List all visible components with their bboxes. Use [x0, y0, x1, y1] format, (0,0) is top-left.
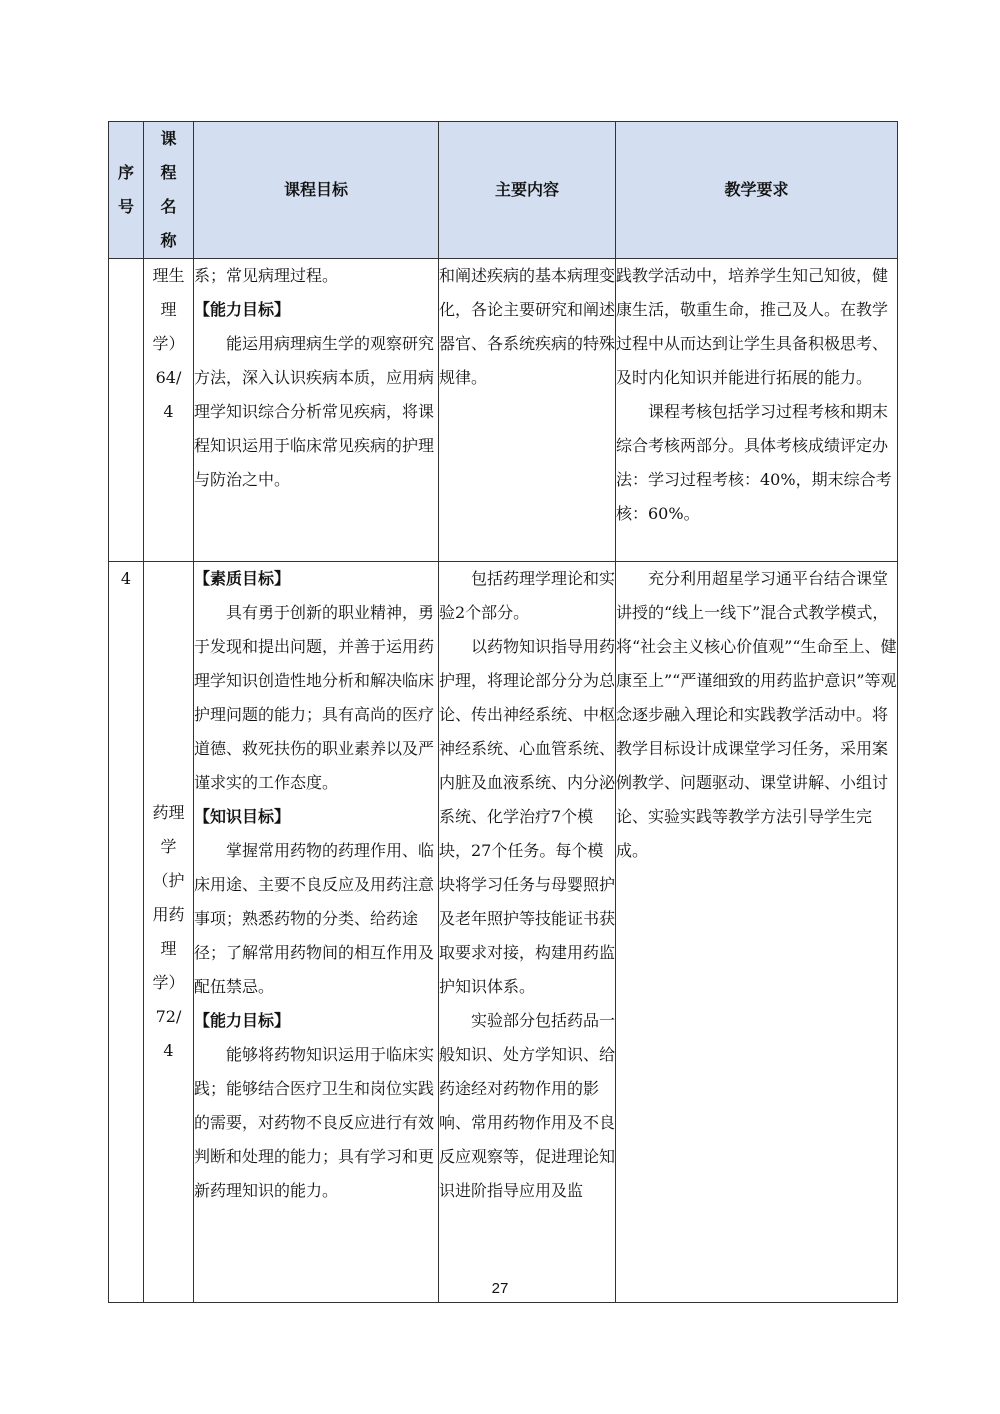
paragraph: 践教学活动中，培养学生知己知彼，健康生活，敬重生命，推己及人。在教学过程中从而达到让学生具备积极思考、及时内化知识并能进行拓展的能力。 — [616, 266, 889, 387]
course-goal-cell — [194, 562, 439, 1303]
table-header-row — [109, 122, 898, 259]
paragraph: 掌握常用药物的药理作用、临床用途、主要不良反应及用药注意事项；熟悉药物的分类、给药途径；了解常用药物间的相互作用及配伍禁忌。 — [194, 841, 435, 996]
section-heading: 【能力目标】 — [194, 1011, 291, 1030]
paragraph: 充分利用超星学习通平台结合课堂讲授的“线上一线下”混合式教学模式，将“社会主义核心价值观”“生命至上、健康至上”“严谨细致的用药监护意识”等观念逐步融入理论和实践教学活动中。将教学目标设计成课堂学习任务，采用案例教学、问题驱动、课堂讲解、小组讨论、实验实践等教学方法引导学生完成。 — [616, 569, 897, 860]
course-name: 药理学（护用药理学）72/4 — [152, 803, 185, 1060]
course-name: 理生理学）64/4 — [152, 266, 185, 421]
course-goal-cell — [194, 259, 439, 562]
row-index — [109, 259, 144, 562]
main-content-cell — [439, 259, 616, 562]
section-heading: 【素质目标】 — [194, 569, 291, 588]
teaching-requirement-cell — [616, 562, 898, 1303]
table-row — [109, 259, 898, 562]
teaching-requirement-cell — [616, 259, 898, 562]
header-course-name: 课程名称 — [144, 122, 194, 259]
header-teaching-requirement: 教学要求 — [616, 122, 898, 259]
header-main-content: 主要内容 — [439, 122, 616, 259]
paragraph: 能运用病理病生学的观察研究方法，深入认识疾病本质，应用病理学知识综合分析常见疾病，将课程知识运用于临床常见疾病的护理与防治之中。 — [194, 334, 435, 489]
paragraph: 系；常见病理过程。 — [194, 266, 339, 285]
course-name-cell — [144, 259, 194, 562]
paragraph: 课程考核包括学习过程考核和期末综合考核两部分。具体考核成绩评定办法：学习过程考核：40%，期末综合考核：60%。 — [616, 402, 892, 523]
paragraph: 和阐述疾病的基本病理变化，各论主要研究和阐述器官、各系统疾病的特殊规律。 — [439, 266, 616, 387]
paragraph: 以药物知识指导用药护理，将理论部分分为总论、传出神经系统、中枢神经系统、心血管系统、内脏及血液系统、内分泌系统、化学治疗7个模块，27个任务。每个模块将学习任务与母婴照护及老年照护等技能证书获取要求对接，构建用药监护知识体系。 — [439, 637, 616, 996]
main-content-cell — [439, 562, 616, 1303]
section-heading: 【知识目标】 — [194, 807, 291, 826]
paragraph: 具有勇于创新的职业精神，勇于发现和提出问题，并善于运用药理学知识创造性地分析和解决临床护理问题的能力；具有高尚的医疗道德、救死扶伤的职业素养以及严谨求实的工作态度。 — [194, 603, 435, 792]
header-course-goal: 课程目标 — [194, 122, 439, 259]
course-name-cell — [144, 562, 194, 1303]
paragraph: 实验部分包括药品一般知识、处方学知识、给药途经对药物作用的影响、常用药物作用及不良反应观察等，促进理论知识进阶指导应用及监 — [439, 1011, 616, 1200]
course-table — [108, 121, 898, 1303]
section-heading: 【能力目标】 — [194, 300, 291, 319]
page-number: 27 — [491, 1280, 509, 1297]
paragraph: 包括药理学理论和实验2个部分。 — [439, 569, 616, 622]
row-index: 4 — [109, 562, 144, 1303]
paragraph: 能够将药物知识运用于临床实践；能够结合医疗卫生和岗位实践的需要，对药物不良反应进行有效判断和处理的能力；具有学习和更新药理知识的能力。 — [194, 1045, 435, 1200]
header-index: 序号 — [109, 122, 144, 259]
table-row — [109, 562, 898, 1303]
